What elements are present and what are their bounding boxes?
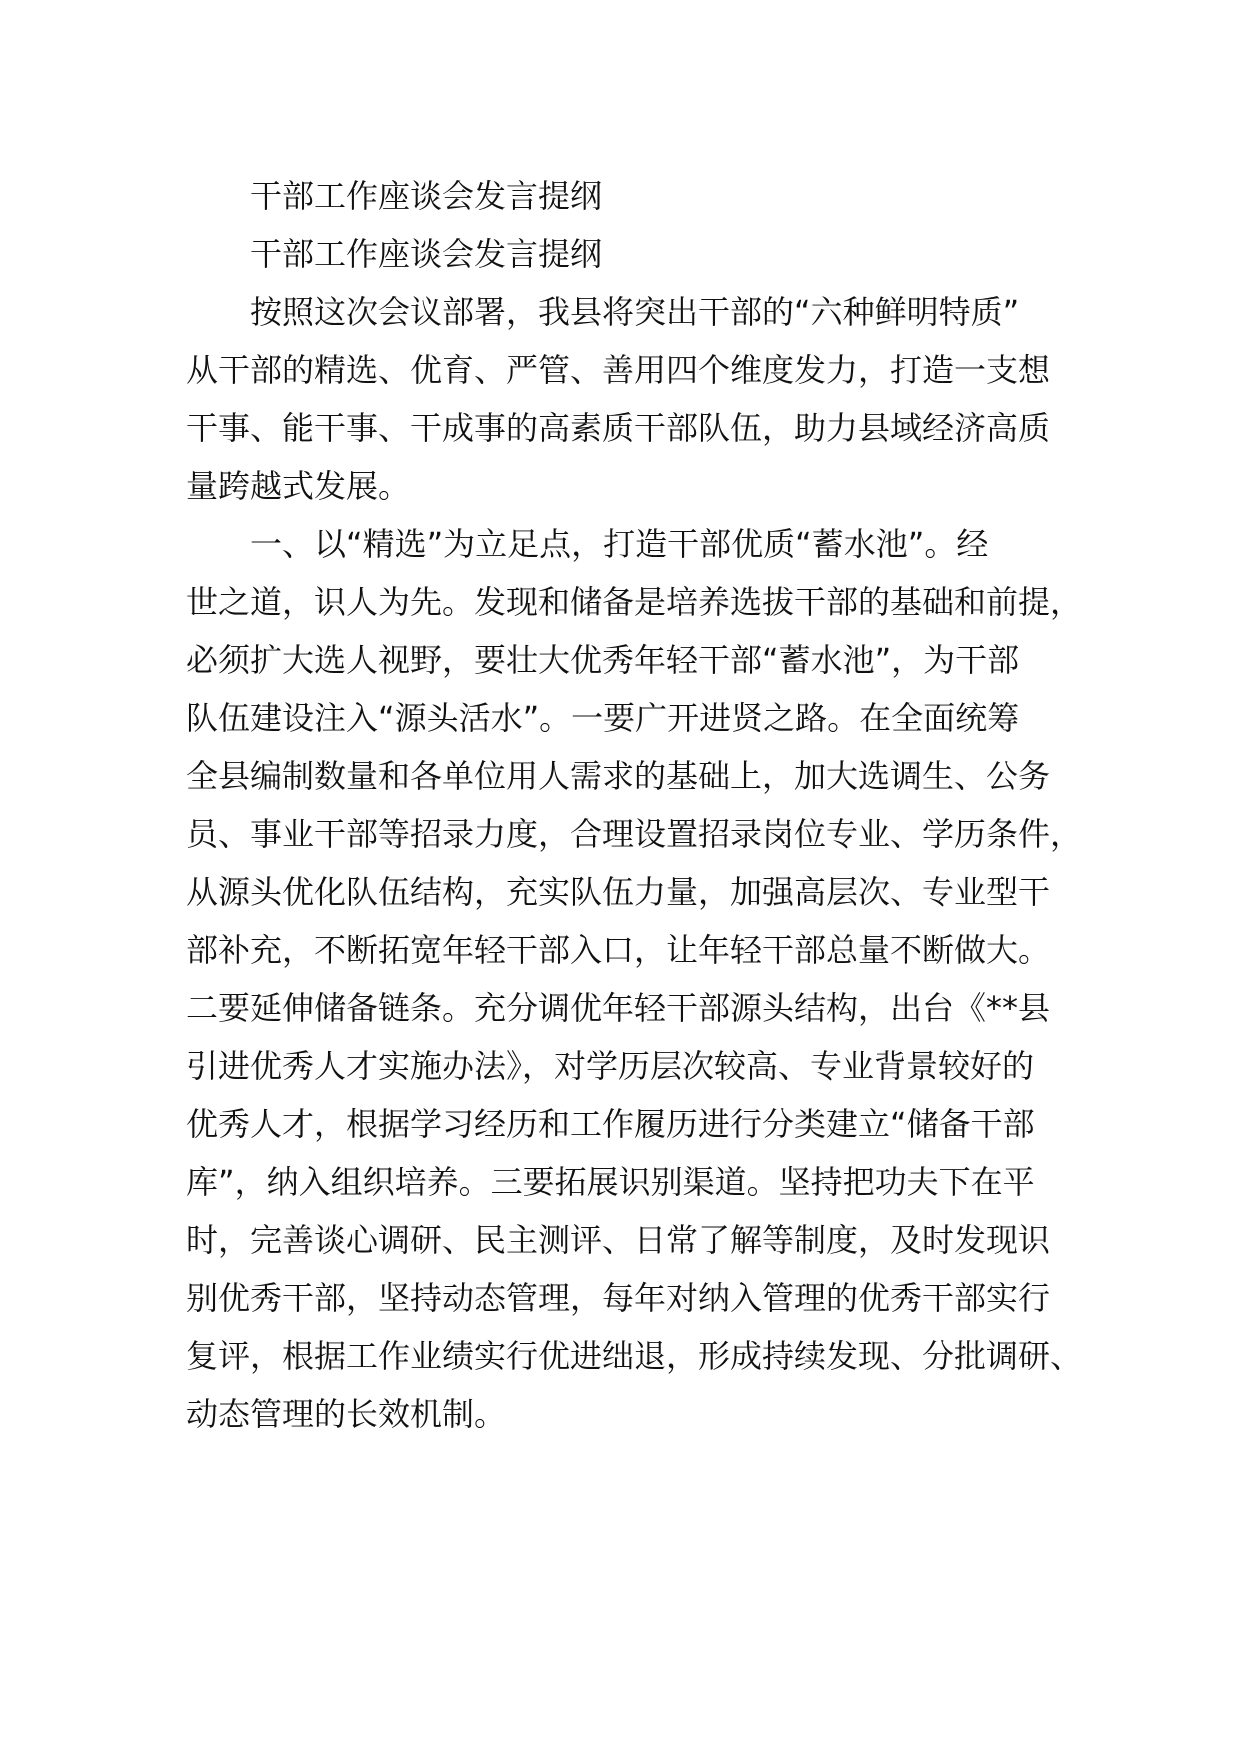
paragraph-line: 别优秀干部，坚持动态管理，每年对纳入管理的优秀干部实行 — [186, 1279, 1051, 1317]
paragraph-line: 复评，根据工作业绩实行优进绌退，形成持续发现、分批调研、 — [186, 1337, 1083, 1375]
paragraph-line: 优秀人才，根据学习经历和工作履历进行分类建立“储备干部 — [186, 1105, 1035, 1143]
paragraph-line: 引进优秀人才实施办法》，对学历层次较高、专业背景较好的 — [186, 1047, 1035, 1085]
paragraph-line: 干事、能干事、干成事的高素质干部队伍，助力县域经济高质 — [186, 409, 1051, 447]
paragraph-line: 量跨越式发展。 — [186, 467, 411, 505]
paragraph-line: 从干部的精选、优育、严管、善用四个维度发力，打造一支想 — [186, 351, 1051, 389]
paragraph-line: 队伍建设注入“源头活水”。一要广开进贤之路。在全面统筹 — [186, 699, 1020, 737]
document-title: 干部工作座谈会发言提纲 — [250, 177, 603, 215]
paragraph-line: 二要延伸储备链条。充分调优年轻干部源头结构，出台《**县 — [186, 989, 1051, 1027]
document-subtitle: 干部工作座谈会发言提纲 — [250, 235, 603, 273]
paragraph-line: 动态管理的长效机制。 — [186, 1395, 507, 1433]
paragraph-line: 按照这次会议部署，我县将突出干部的“六种鲜明特质” — [250, 293, 1020, 331]
paragraph-line: 全县编制数量和各单位用人需求的基础上，加大选调生、公务 — [186, 757, 1051, 795]
paragraph-line: 必须扩大选人视野，要壮大优秀年轻干部“蓄水池”，为干部 — [186, 641, 1020, 679]
paragraph-line: 库”，纳入组织培养。三要拓展识别渠道。坚持把功夫下在平 — [186, 1163, 1035, 1201]
paragraph-line: 一、以“精选”为立足点，打造干部优质“蓄水池”。经 — [250, 525, 989, 563]
paragraph-line: 时，完善谈心调研、民主测评、日常了解等制度，及时发现识 — [186, 1221, 1051, 1259]
paragraph-line: 部补充，不断拓宽年轻干部入口，让年轻干部总量不断做大。 — [186, 931, 1051, 969]
paragraph-line: 员、事业干部等招录力度，合理设置招录岗位专业、学历条件， — [186, 815, 1083, 853]
paragraph-line: 从源头优化队伍结构，充实队伍力量，加强高层次、专业型干 — [186, 873, 1051, 911]
paragraph-line: 世之道，识人为先。发现和储备是培养选拔干部的基础和前提， — [186, 583, 1083, 621]
